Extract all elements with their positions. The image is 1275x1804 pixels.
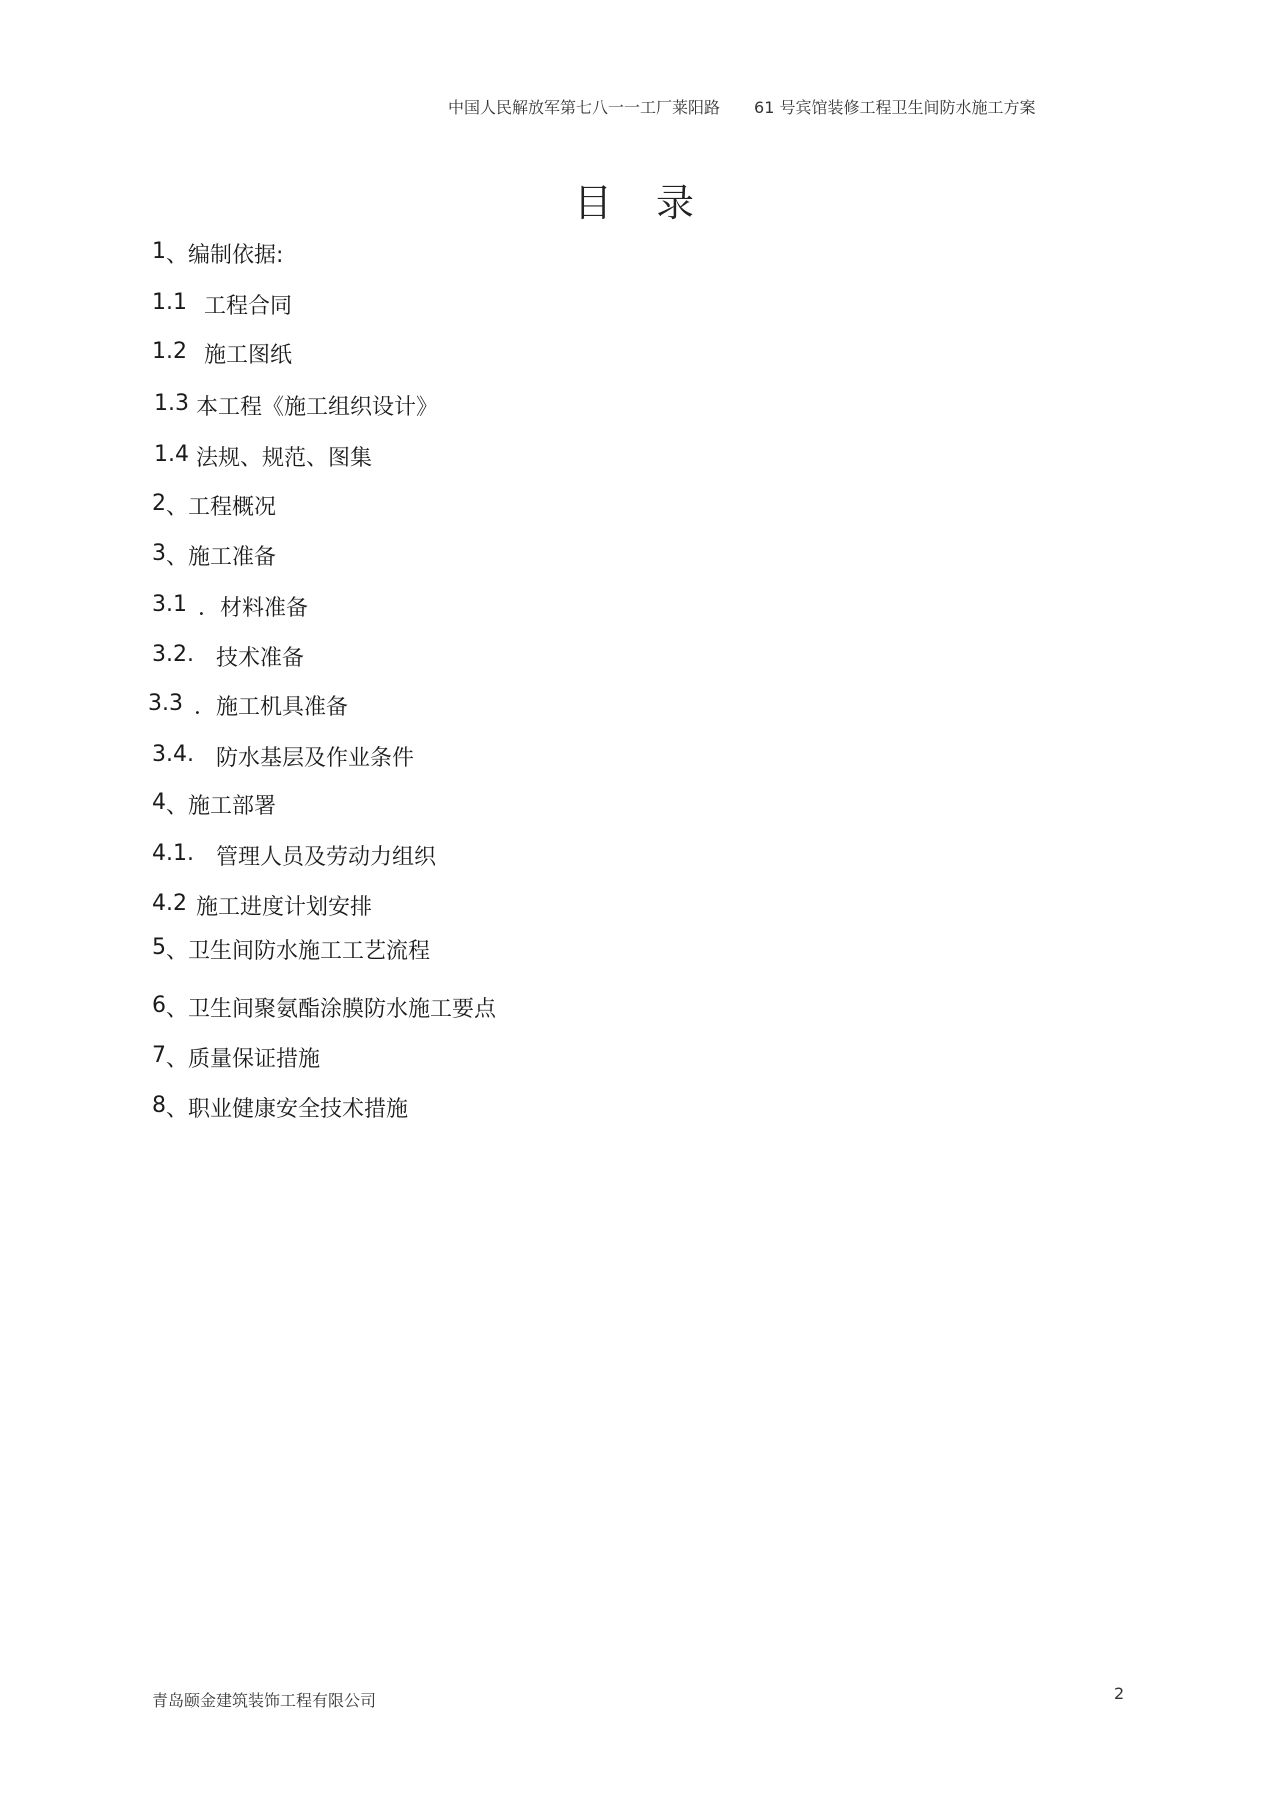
- toc-entry-number: 3.3: [148, 691, 183, 716]
- toc-title-part1: 目: [574, 181, 613, 225]
- toc-entry-text: 、质量保证措施: [166, 1047, 321, 1072]
- toc-entry-8[interactable]: [152, 1092, 408, 1123]
- toc-entry-number: 3.2.: [152, 642, 194, 667]
- toc-entry-text: 法规、规范、图集: [196, 446, 373, 471]
- toc-entry-text: 、施工准备: [166, 545, 277, 570]
- toc-entry-3-1[interactable]: [152, 591, 308, 622]
- toc-entry-number: 1: [152, 239, 166, 264]
- toc-entry-number: 1.3: [154, 391, 189, 416]
- toc-entry-number: 1.4: [154, 442, 189, 467]
- toc-entry-3-4[interactable]: [152, 741, 414, 772]
- toc-entry-number: 3.1: [152, 592, 187, 617]
- toc-entry-number: 3.4.: [152, 742, 194, 767]
- toc-entry-text: 、工程概况: [166, 495, 277, 520]
- toc-entry-number: 4.2: [152, 891, 187, 916]
- toc-entry-text: 防水基层及作业条件: [216, 746, 415, 771]
- toc-entry-text: ．材料准备: [198, 596, 309, 621]
- toc-entry-1[interactable]: [152, 238, 283, 269]
- toc-entry-3-3[interactable]: [148, 690, 348, 721]
- toc-entry-1-1[interactable]: [152, 289, 292, 320]
- footer-company-name: 青岛颐金建筑装饰工程有限公司: [152, 1691, 377, 1710]
- toc-entry-4-2[interactable]: [152, 890, 372, 921]
- toc-title: [574, 172, 694, 227]
- toc-entry-1-3[interactable]: [154, 390, 438, 421]
- toc-entry-7[interactable]: [152, 1042, 320, 1073]
- toc-entry-1-4[interactable]: [154, 441, 372, 472]
- header-right-text: 61 号宾馆装修工程卫生间防水施工方案: [754, 98, 1036, 117]
- page-number: 2: [1114, 1684, 1125, 1703]
- toc-entry-text: 、卫生间聚氨酯涂膜防水施工要点: [166, 997, 497, 1022]
- page-header: [448, 95, 1035, 118]
- toc-entry-text: 工程合同: [204, 294, 293, 319]
- toc-entry-text: 、施工部署: [166, 794, 277, 819]
- toc-title-part2: 录: [656, 181, 695, 225]
- toc-entry-3-2[interactable]: [152, 641, 304, 672]
- toc-entry-number: 3: [152, 541, 166, 566]
- toc-entry-text: ．施工机具准备: [194, 695, 349, 720]
- toc-entry-number: 4: [152, 790, 166, 815]
- header-left-text: 中国人民解放军第七八一一工厂莱阳路: [448, 98, 721, 117]
- toc-entry-1-2[interactable]: [152, 338, 292, 369]
- toc-entry-3[interactable]: [152, 540, 276, 571]
- toc-entry-number: 4.1.: [152, 841, 194, 866]
- toc-entry-text: 、编制依据:: [166, 243, 284, 268]
- toc-entry-text: 、职业健康安全技术措施: [166, 1097, 409, 1122]
- toc-entry-5[interactable]: [152, 934, 430, 965]
- toc-entry-number: 2: [152, 491, 166, 516]
- toc-entry-text: 施工图纸: [204, 343, 293, 368]
- toc-entry-number: 1.1: [152, 290, 187, 315]
- toc-entry-text: 管理人员及劳动力组织: [216, 845, 437, 870]
- toc-entry-text: 、卫生间防水施工工艺流程: [166, 939, 431, 964]
- toc-entry-text: 施工进度计划安排: [196, 895, 373, 920]
- toc-entry-text: 本工程《施工组织设计》: [196, 395, 439, 420]
- toc-entry-text: 技术准备: [216, 646, 305, 671]
- toc-entry-6[interactable]: [152, 992, 496, 1023]
- toc-entry-4[interactable]: [152, 789, 276, 820]
- toc-entry-number: 5: [152, 935, 166, 960]
- toc-entry-number: 1.2: [152, 339, 187, 364]
- toc-entry-number: 8: [152, 1093, 166, 1118]
- toc-entry-4-1[interactable]: [152, 840, 436, 871]
- toc-entry-number: 7: [152, 1043, 166, 1068]
- toc-entry-number: 6: [152, 993, 166, 1018]
- toc-entry-2[interactable]: [152, 490, 276, 521]
